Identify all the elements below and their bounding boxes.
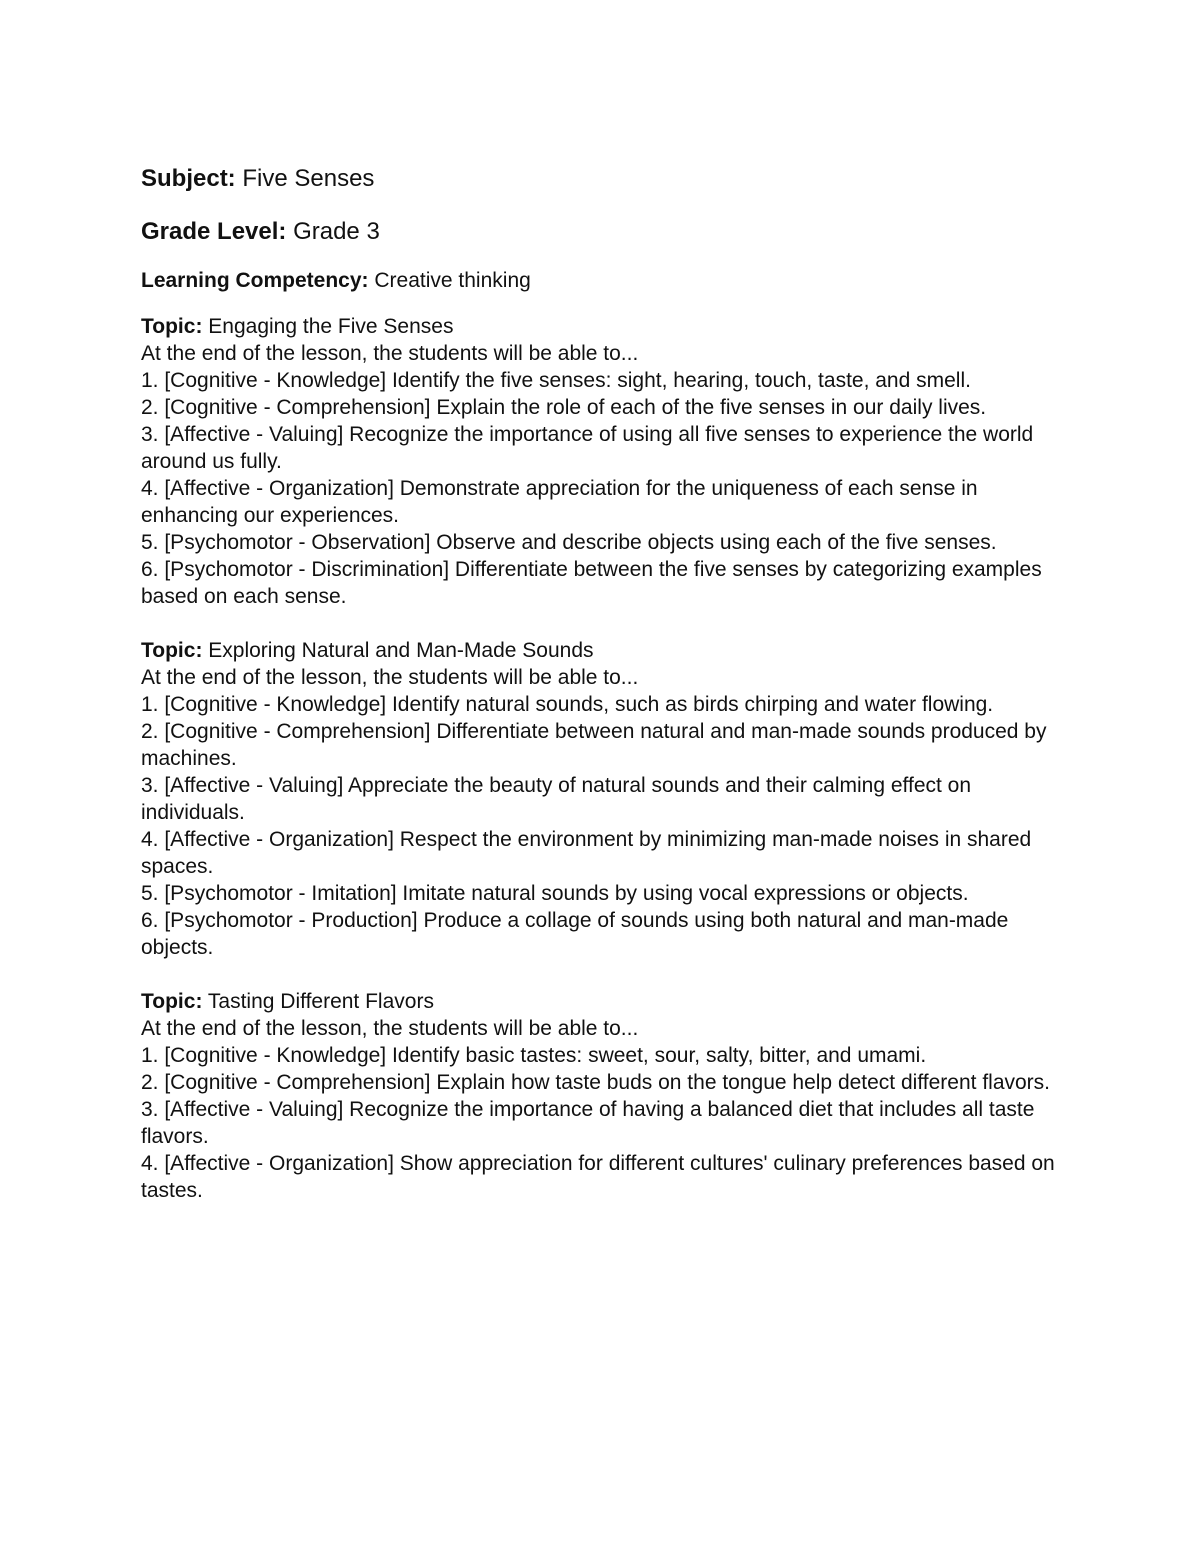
topic-title: Exploring Natural and Man-Made Sounds bbox=[208, 639, 594, 662]
topic-heading bbox=[141, 988, 1061, 1015]
topic-label: Topic: bbox=[141, 990, 203, 1013]
objective-item: 3. [Affective - Valuing] Recognize the importance of using all five senses to experience the world around us fully. bbox=[141, 423, 1034, 473]
subject-line bbox=[141, 163, 1061, 195]
topic-section-2 bbox=[141, 637, 1061, 961]
grade-level-line bbox=[141, 216, 1061, 248]
objective-item: 2. [Cognitive - Comprehension] Differentiate between natural and man-made sounds produced by machines. bbox=[141, 720, 1047, 770]
objective-item: 3. [Affective - Valuing] Appreciate the beauty of natural sounds and their calming effect on individuals. bbox=[141, 774, 972, 824]
objective-item: 5. [Psychomotor - Observation] Observe and describe objects using each of the five senses. bbox=[141, 531, 997, 554]
topic-title: Engaging the Five Senses bbox=[208, 315, 454, 338]
learning-competency-value: Creative thinking bbox=[374, 269, 531, 292]
objective-item: 4. [Affective - Organization] Respect the environment by minimizing man-made noises in shared spaces. bbox=[141, 828, 1032, 878]
objective-item: 4. [Affective - Organization] Show appreciation for different cultures' culinary preferences based on tastes. bbox=[141, 1152, 1055, 1202]
objective-item: 1. [Cognitive - Knowledge] Identify natural sounds, such as birds chirping and water flowing. bbox=[141, 693, 994, 716]
objective-item: 1. [Cognitive - Knowledge] Identify the five senses: sight, hearing, touch, taste, and smell. bbox=[141, 369, 971, 392]
topic-heading bbox=[141, 637, 1061, 664]
objective-item: 2. [Cognitive - Comprehension] Explain the role of each of the five senses in our daily lives. bbox=[141, 396, 987, 419]
objective-item: 6. [Psychomotor - Discrimination] Differentiate between the five senses by categorizing examples based on each sense. bbox=[141, 558, 1042, 608]
learning-competency-line bbox=[141, 267, 1061, 295]
objective-list bbox=[141, 1042, 1061, 1204]
objective-item: 1. [Cognitive - Knowledge] Identify basic tastes: sweet, sour, salty, bitter, and umami. bbox=[141, 1044, 927, 1067]
objective-item: 4. [Affective - Organization] Demonstrate appreciation for the uniqueness of each sense in enhancing our experiences. bbox=[141, 477, 978, 527]
grade-level-value: Grade 3 bbox=[293, 218, 380, 245]
objective-item: 3. [Affective - Valuing] Recognize the importance of having a balanced diet that includes all taste flavors. bbox=[141, 1098, 1035, 1148]
topic-title: Tasting Different Flavors bbox=[207, 990, 434, 1013]
objective-list bbox=[141, 691, 1061, 961]
topic-label: Topic: bbox=[141, 639, 203, 662]
topic-intro: At the end of the lesson, the students will be able to... bbox=[141, 666, 639, 689]
topic-section-3 bbox=[141, 988, 1061, 1204]
topic-intro: At the end of the lesson, the students will be able to... bbox=[141, 342, 639, 365]
objective-list bbox=[141, 367, 1061, 610]
objective-item: 2. [Cognitive - Comprehension] Explain how taste buds on the tongue help detect different flavors. bbox=[141, 1071, 1050, 1094]
topic-section-1 bbox=[141, 313, 1061, 610]
objective-item: 5. [Psychomotor - Imitation] Imitate natural sounds by using vocal expressions or objects. bbox=[141, 882, 969, 905]
subject-label: Subject: bbox=[141, 165, 236, 192]
topic-intro: At the end of the lesson, the students will be able to... bbox=[141, 1017, 639, 1040]
grade-level-label: Grade Level: bbox=[141, 218, 287, 245]
learning-competency-label: Learning Competency: bbox=[141, 269, 369, 292]
topic-heading bbox=[141, 313, 1061, 340]
topic-label: Topic: bbox=[141, 315, 203, 338]
subject-value: Five Senses bbox=[242, 165, 375, 192]
document-page bbox=[141, 163, 1061, 1231]
objective-item: 6. [Psychomotor - Production] Produce a collage of sounds using both natural and man-made objects. bbox=[141, 909, 1009, 959]
